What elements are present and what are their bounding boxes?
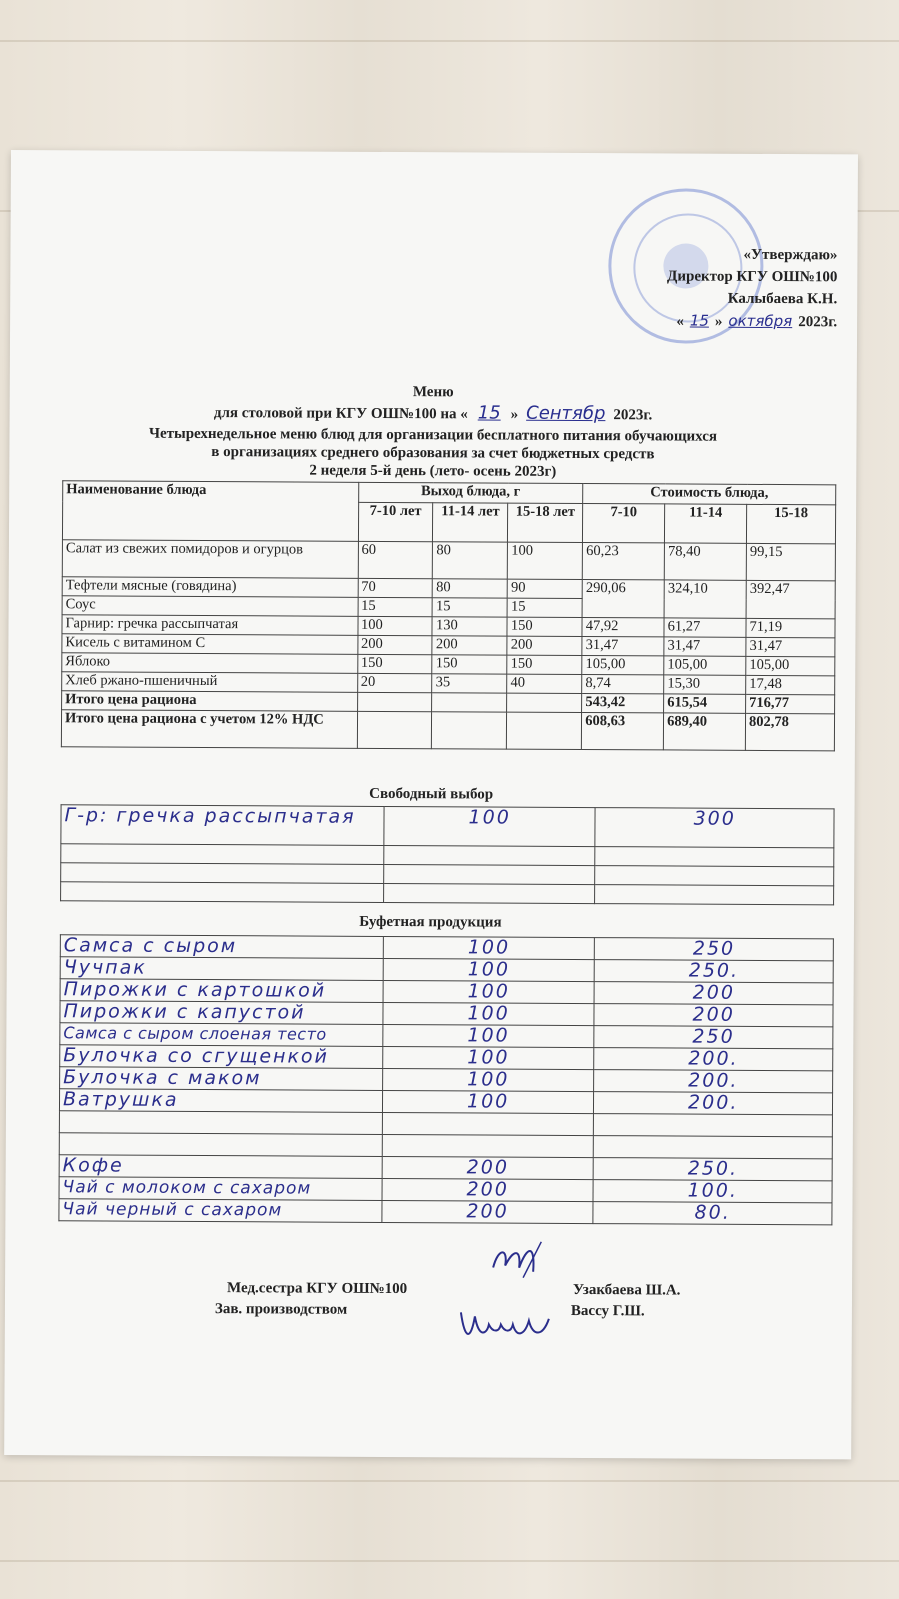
buffet-title: Буфетная продукция [359, 913, 502, 931]
buffet-item-qty: 100 [467, 980, 510, 1003]
buffet-item-qty: 100 [467, 1002, 510, 1025]
dish-output: 20 [357, 673, 432, 692]
header-age-group: 15-18 лет [508, 503, 583, 542]
table-row [59, 1199, 832, 1225]
dish-cost: 105,00 [746, 656, 835, 675]
total-cost: 543,42 [582, 693, 664, 712]
buffet-item-price: 250. [688, 959, 740, 982]
approval-title: «Утверждаю» [743, 246, 838, 264]
nurse-signature [483, 1237, 553, 1287]
menu-week-day: 2 неделя 5-й день (лето- осень 2023г) [309, 462, 557, 480]
header-cost: Стоимость блюда, [583, 483, 836, 504]
dish-output: 200 [507, 636, 582, 655]
buffet-table [58, 934, 833, 1225]
header-cost-group: 7-10 [583, 504, 665, 543]
dish-output: 150 [357, 654, 432, 673]
buffet-item-name: Самса с сыром [63, 934, 238, 958]
buffet-item-qty: 200 [466, 1156, 510, 1179]
header-dish-name: Наименование блюда [62, 481, 358, 542]
dish-output: 90 [508, 579, 583, 598]
dish-cost: 324,10 [664, 580, 746, 618]
table-row [62, 540, 835, 581]
buffet-item-qty: 100 [467, 1024, 510, 1047]
dish-output: 130 [432, 617, 507, 636]
dish-name: Салат из свежих помидоров и огурцов [62, 540, 358, 579]
dish-cost: 8,74 [582, 674, 664, 693]
buffet-item-name: Ватрушка [62, 1088, 179, 1111]
approval-director-name: Калыбаева К.Н. [727, 290, 838, 308]
approval-date: « 15 » октября 2023г. [676, 311, 838, 331]
total-vat-cost: 802,78 [745, 713, 834, 750]
approval-position: Директор КГУ ОШ№100 [667, 268, 838, 286]
buffet-item-price: 250 [692, 1025, 735, 1048]
buffet-item-price: 200. [688, 1091, 739, 1114]
dish-output: 15 [507, 598, 582, 617]
dish-cost: 15,30 [664, 675, 746, 694]
dish-cost: 31,47 [582, 636, 664, 655]
header-age-group: 7-10 лет [358, 502, 433, 541]
buffet-item-price: 200 [692, 1003, 735, 1026]
menu-subtitle: Четырехнедельное меню блюд для организации бесплатного питания обучающихся [148, 425, 718, 445]
dish-output: 60 [358, 541, 433, 578]
dish-name: Тефтели мясные (говядина) [62, 577, 358, 598]
nurse-name: Узакбаева Ш.А. [572, 1281, 681, 1299]
free-choice-title: Свободный выбор [369, 785, 494, 803]
dish-output: 100 [508, 542, 583, 579]
dish-cost: 17,48 [746, 675, 835, 694]
approval-date-month: октября [728, 311, 793, 331]
total-label: Итого цена рациона [62, 691, 358, 712]
dish-output: 70 [358, 578, 433, 597]
header-cost-group: 11-14 [665, 504, 747, 543]
dish-name: Соус [62, 596, 358, 617]
buffet-item-price: 200. [688, 1047, 739, 1070]
total-vat-label: Итого цена рациона с учетом 12% НДС [61, 710, 357, 749]
dish-name: Кисель с витамином С [62, 634, 358, 655]
total-vat-cost: 689,40 [664, 713, 746, 750]
dish-name: Хлеб ржано-пшеничный [62, 672, 358, 693]
dish-cost: 290,06 [582, 579, 664, 617]
dish-output: 200 [357, 635, 432, 654]
free-item-name: Г-р: гречка рассыпчатая [64, 804, 356, 828]
buffet-item-price: 250 [692, 937, 736, 960]
buffet-item-qty: 200 [466, 1178, 509, 1201]
buffet-item-qty: 100 [467, 936, 511, 959]
buffet-item-name: Булочка со сгущенкой [63, 1044, 329, 1068]
buffet-item-qty: 100 [467, 1068, 510, 1091]
buffet-item-qty: 100 [466, 1090, 510, 1113]
approval-date-day: 15 [689, 311, 709, 330]
dish-cost: 392,47 [746, 580, 835, 618]
menu-funding-line: в организациях среднего образования за счет бюджетных средств [211, 444, 655, 463]
buffet-item-price: 200. [688, 1069, 739, 1092]
total-vat-row [61, 710, 834, 751]
dish-output: 15 [358, 597, 433, 616]
header-output: Выход блюда, г [358, 482, 583, 503]
free-choice-table [60, 804, 834, 905]
dish-output: 35 [432, 674, 507, 693]
total-vat-cost: 608,63 [582, 712, 664, 749]
dish-cost: 105,00 [664, 656, 746, 675]
dish-output: 80 [433, 579, 508, 598]
buffet-item-price: 200 [692, 981, 735, 1004]
menu-date-line: для столовой при КГУ ОШ№100 на « 15 » Сентябр 2023г. [213, 402, 653, 425]
buffet-item-name: Булочка с маком [63, 1066, 262, 1090]
production-name: Вассу Г.Ш. [570, 1302, 645, 1320]
menu-title: Меню [412, 384, 454, 401]
total-cost: 615,54 [664, 694, 746, 713]
dish-name: Гарнир: гречка рассыпчатая [62, 615, 358, 636]
dish-output: 100 [358, 616, 433, 635]
menu-table [61, 480, 836, 751]
header-age-group: 11-14 лет [433, 503, 508, 542]
table-row [61, 805, 834, 848]
dish-output: 150 [507, 617, 582, 636]
buffet-item-name: Чучпак [63, 956, 147, 979]
dish-cost: 60,23 [582, 542, 664, 579]
free-item-qty: 100 [468, 806, 511, 829]
dish-cost: 78,40 [664, 543, 746, 580]
dish-cost: 61,27 [664, 618, 746, 637]
buffet-item-qty: 100 [467, 1046, 510, 1069]
dish-cost: 31,47 [746, 637, 835, 656]
production-role: Зав. производством [214, 1301, 348, 1318]
dish-name: Яблоко [62, 653, 358, 674]
total-cost: 716,77 [746, 694, 835, 713]
menu-date-month: Сентябр [526, 402, 606, 425]
buffet-item-name: Самса с сыром слоеная тесто [63, 1023, 327, 1044]
buffet-item-qty: 100 [467, 958, 511, 981]
buffet-item-name: Кофе [62, 1154, 124, 1177]
dish-output: 150 [432, 655, 507, 674]
dish-output: 80 [433, 542, 508, 579]
free-item-price: 300 [693, 807, 736, 830]
buffet-item-name: Пирожки с картошкой [63, 978, 327, 1002]
dish-cost: 105,00 [582, 655, 664, 674]
buffet-item-name: Пирожки с капустой [63, 1000, 306, 1024]
buffet-item-name: Чай черный с сахаром [62, 1199, 283, 1221]
production-signature [453, 1302, 558, 1348]
dish-output: 150 [507, 655, 582, 674]
dish-cost: 71,19 [746, 618, 835, 637]
table-row [61, 882, 834, 905]
nurse-role: Мед.сестра КГУ ОШ№100 [227, 1280, 408, 1298]
buffet-item-name: Чай с молоком с сахаром [62, 1177, 312, 1199]
menu-date-day: 15 [477, 402, 501, 424]
buffet-item-price: 100. [687, 1179, 738, 1202]
buffet-item-price: 250. [687, 1157, 739, 1180]
dish-output: 200 [432, 636, 507, 655]
dish-output: 15 [433, 598, 508, 617]
dish-cost: 47,92 [582, 617, 664, 636]
approval-block [667, 243, 838, 333]
dish-cost: 99,15 [746, 543, 835, 580]
dish-cost: 31,47 [664, 637, 746, 656]
buffet-item-qty: 200 [466, 1200, 509, 1223]
buffet-item-price: 80. [694, 1201, 731, 1224]
dish-output: 40 [507, 674, 582, 693]
header-cost-group: 15-18 [746, 504, 835, 543]
menu-sheet [4, 150, 858, 1459]
